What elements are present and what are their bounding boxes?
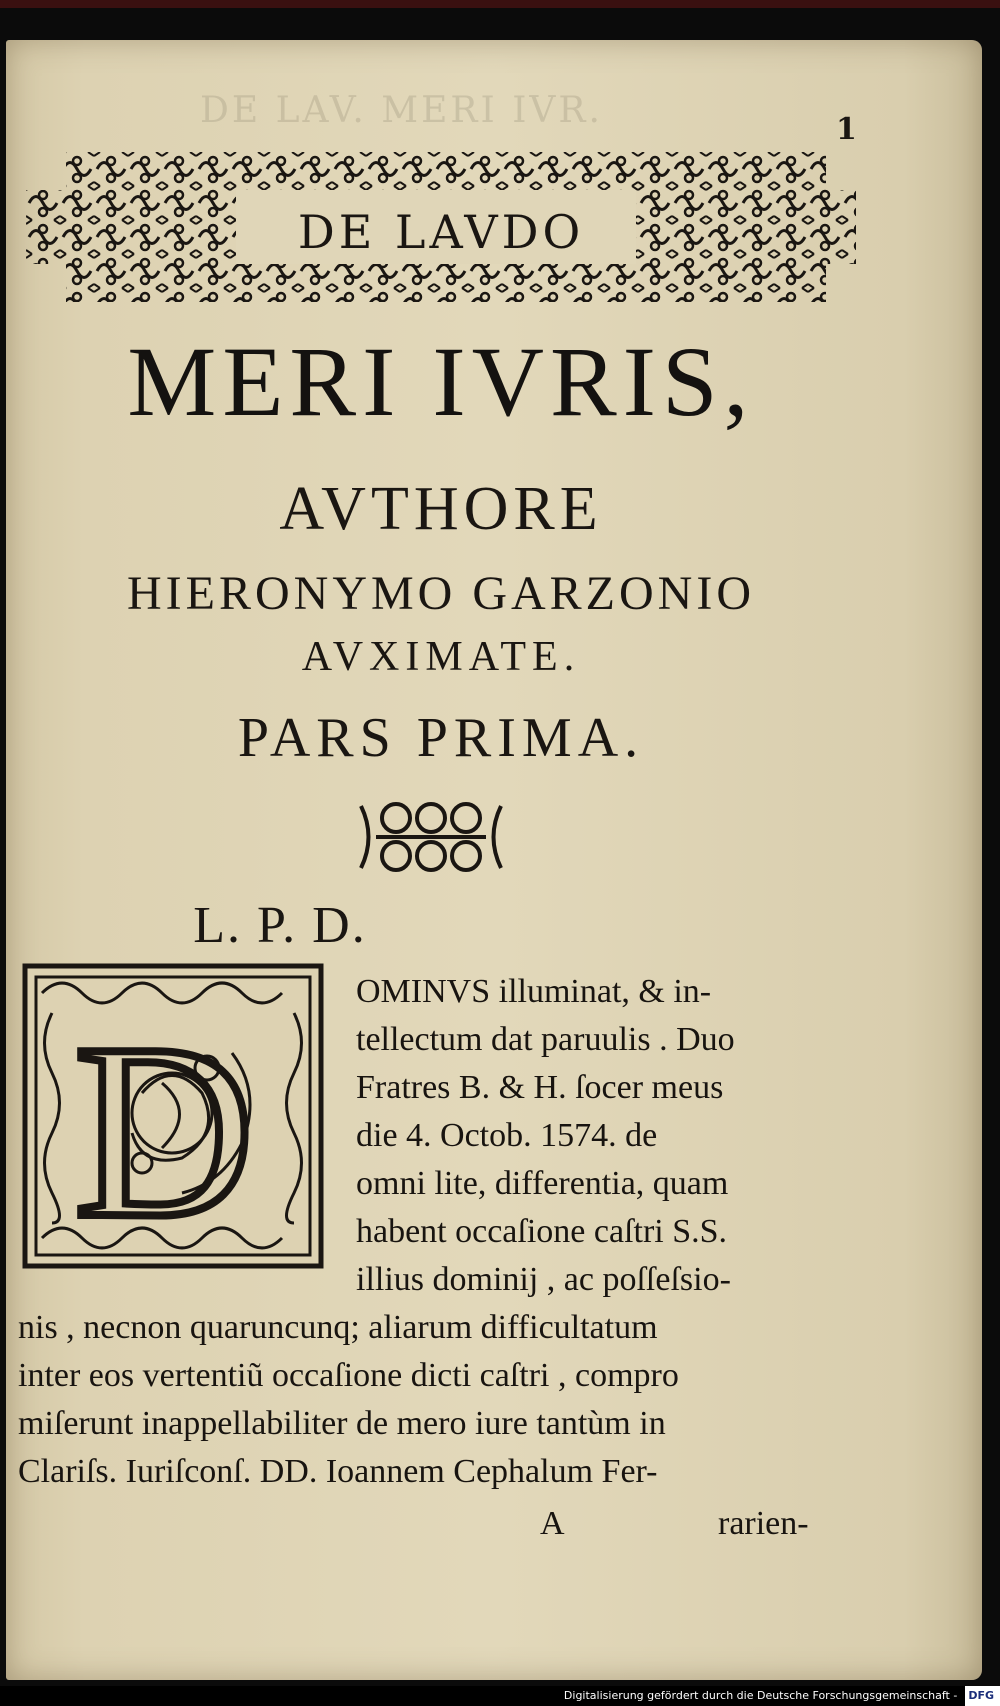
decorated-initial bbox=[22, 963, 324, 1269]
text-line: tellectum dat paruulis . Duo bbox=[356, 1021, 735, 1058]
header-banner-title: DE LAVDO bbox=[297, 205, 585, 259]
author-origin: AVXIMATE. bbox=[301, 634, 581, 680]
text-line: Clariſs. Iuriſconſ. DD. Ioannem Cephalum Fer- bbox=[18, 1453, 658, 1490]
bleed-through-text: DE LAV. MERI IVR. bbox=[200, 90, 603, 131]
fleuron-ornament bbox=[356, 796, 506, 878]
catchword: rarien- bbox=[718, 1505, 809, 1542]
footer-credit: Digitalisierung gefördert durch die Deutsche Forschungsgemeinschaft - bbox=[563, 1689, 958, 1702]
text-line: nis , necnon quaruncunq; aliarum difficultatum bbox=[18, 1309, 658, 1346]
digitization-footer bbox=[0, 1686, 1000, 1706]
text-line: Fratres B. & H. ſocer meus bbox=[356, 1069, 724, 1106]
main-title: MERI IVRIS, bbox=[127, 326, 755, 437]
author-label: AVTHORE bbox=[279, 475, 603, 543]
text-line: OMINVS illuminat, & in- bbox=[356, 973, 712, 1010]
text-line: habent occaſione caſtri S.S. bbox=[356, 1213, 728, 1250]
author-name: HIERONYMO GARZONIO bbox=[127, 567, 755, 620]
text-line: inter eos vertentiũ occaſione dicti caſtri , compro bbox=[18, 1357, 679, 1394]
text-line: miſerunt inappellabiliter de mero iure tantùm in bbox=[18, 1405, 666, 1442]
drop-cap-letter: D bbox=[74, 993, 255, 1269]
text-line: illius dominij , ac poſſeſsio- bbox=[356, 1261, 731, 1298]
section-heading: L. P. D. bbox=[193, 897, 367, 954]
part-title: PARS PRIMA. bbox=[237, 707, 645, 769]
signature-mark: A bbox=[540, 1505, 565, 1542]
page-number: 1 bbox=[836, 112, 857, 147]
text-line: omni lite, differentia, quam bbox=[356, 1165, 729, 1202]
dfg-logo-icon: DFG bbox=[965, 1686, 1000, 1706]
book-edge bbox=[0, 0, 1000, 8]
text-line: die 4. Octob. 1574. de bbox=[356, 1117, 658, 1154]
